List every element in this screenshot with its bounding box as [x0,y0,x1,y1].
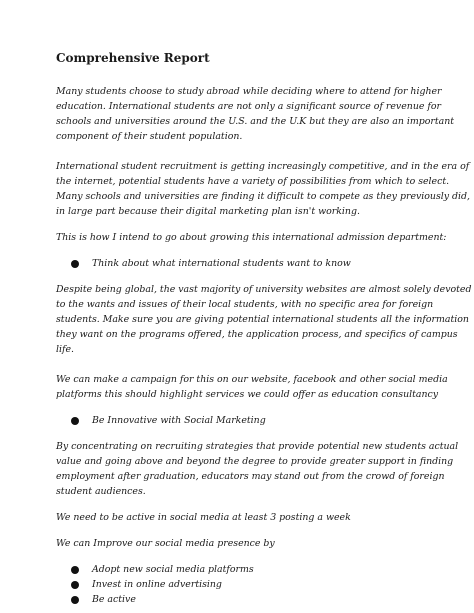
bullet-item [56,413,436,428]
text-line: component of their student population. [56,131,243,142]
text-line: student audiences. [56,486,146,497]
bullet-text: Be active [92,594,136,605]
text-line: We need to be active in social media at least 3 posting a week [56,512,351,523]
text-line: Despite being global, the vast majority of university websites are almost solely devoted [56,284,472,295]
bullet-text: Invest in online advertising [92,579,222,590]
bullet-dot-icon [71,260,79,268]
text-line: they want on the programs offered, the application process, and specifics of campus [56,329,458,340]
document-page [56,50,472,607]
intro-paragraph [56,84,455,144]
plan-intro-paragraph [56,230,447,245]
text-line: schools and universities around the U.S. and the U.K but they are also an important [56,116,455,127]
bullet-text: Think about what international students want to know [92,258,351,269]
bullet-dot-icon [71,566,79,574]
document-title: Comprehensive Report [56,51,210,65]
bullet-dot-icon [71,581,79,589]
text-line: employment after graduation, educators may stand out from the crowd of foreign [56,471,445,482]
text-line: to the wants and issues of their local students, with no specific area for foreign [56,299,434,310]
social-bullet-list [56,562,436,607]
text-line: in large part because their digital marketing plan isn't working. [56,206,360,217]
bullet-text: Adopt new social media platforms [92,564,254,575]
bullet-item [56,592,436,607]
campaign-paragraph [56,372,448,402]
text-line: education. International students are not only a significant source of revenue for [56,101,441,112]
text-line: By concentrating on recruiting strategies that provide potential new students actual [56,441,459,452]
text-line: This is how I intend to go about growing this international admission department: [56,232,447,243]
bullet-list-1 [56,256,436,271]
bullet-item [56,562,436,577]
text-line: the internet, potential students have a variety of possibilities from which to select. [56,176,450,187]
text-line: value and going above and beyond the degree to provide greater support in finding [56,456,454,467]
global-paragraph [56,282,472,357]
bullet-dot-icon [71,596,79,604]
text-line: We can make a campaign for this on our website, facebook and other social media [56,374,448,385]
recruiting-paragraph [56,439,459,499]
bullet-item [56,577,436,592]
bullet-list-2 [56,413,436,428]
text-line: International student recruitment is getting increasingly competitive, and in the era of [56,161,470,172]
text-line: We can Improve our social media presence by [56,538,275,549]
text-line: life. [56,344,74,355]
text-line: Many students choose to study abroad while deciding where to attend for higher [56,86,442,97]
bullet-item [56,256,436,271]
text-line: Many schools and universities are finding it difficult to compete as they previously did, [56,191,471,202]
text-line: platforms this should highlight services we could offer as education consultancy [56,389,439,400]
active-note [56,510,436,525]
improve-note [56,536,436,551]
competition-paragraph [56,159,471,219]
bullet-text: Be Innovative with Social Marketing [92,415,266,426]
text-line: students. Make sure you are giving potential international students all the information [56,314,469,325]
bullet-dot-icon [71,417,79,425]
